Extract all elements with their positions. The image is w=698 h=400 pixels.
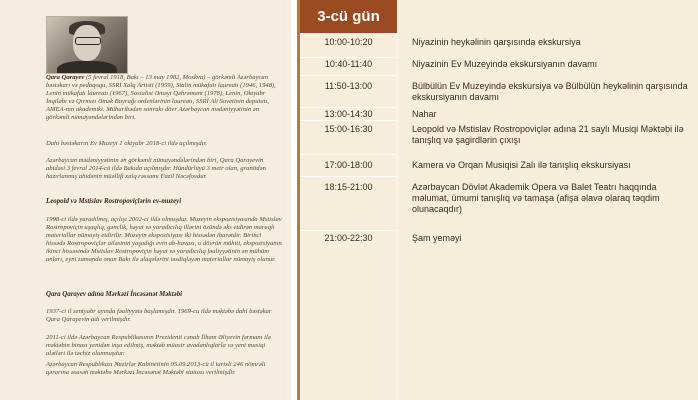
schedule-desc-2: Niyazinin Ev Muzeyində ekskursiyanın davamı — [412, 59, 598, 69]
center-paragraph-3: Azərbaycan Respublikası Nazirlər Kabinetinin 05.09.2013-cü il tarixli 246 nömrəli qərarına əsasən məktəbə Mərkəzi İncəsənət Məktəbi statusu verilmişdir. — [46, 361, 266, 376]
row-separator — [300, 176, 397, 177]
schedule-time-3: 11:50-13:00 — [324, 81, 373, 91]
schedule-time-2: 10:40-11:40 — [324, 59, 373, 69]
schedule-time-4: 13:00-14:30 — [324, 109, 373, 119]
center-paragraph-2: 2011-ci ildə Azərbaycan Respublikasının Prezidenti cənab İlham Əliyevin fərmanı ilə məktəbin binası yenidən inşa edilmiş, məktəb müasir avadanlıqlarla və yeni musiqi alətləri ilə təchiz olunmuşdur. — [46, 334, 271, 357]
schedule-time-7: 18:15-21:00 — [324, 182, 373, 192]
day-header: 3-cü gün — [300, 0, 397, 33]
schedule-desc-4: Nahar — [412, 109, 437, 119]
center-heading: Qara Qarayev adına Mərkəzi İncəsənət Məktəbi — [46, 291, 183, 298]
row-separator — [300, 107, 397, 108]
bio-museum-note: Dahi bəstəkarın Ev Muzeyi 1 oktyabr 2018-ci ildə açılmışdır. — [46, 140, 207, 147]
schedule-desc-6: Kamera və Orqan Musiqisi Zalı ilə tanışlıq ekskursiyası — [412, 160, 631, 170]
row-separator — [300, 230, 397, 231]
bio-paragraph — [46, 74, 282, 122]
schedule-time-1: 10:00-10:20 — [324, 37, 373, 47]
portrait-photo — [46, 16, 128, 74]
rostropovich-heading: Leopold və Mstislav Rostropoviçlərin ev-muzeyi — [46, 198, 182, 205]
schedule-time-8: 21:00-22:30 — [324, 233, 373, 243]
center-paragraph-1: 1937-ci il sentyabr ayında fəaliyyətə başlamışdır. 1969-cu ildə məktəbə dahi bəstəkar Qara Qarayevin adı verilmişdir. — [46, 308, 272, 323]
schedule-desc-8: Şam yeməyi — [412, 233, 462, 243]
row-separator — [300, 75, 397, 76]
schedule-desc-7: Azərbaycan Dövlət Akademik Opera və Balet Teatrı haqqında məlumat, ümumi tanışlıq və tamaşa (afişa əlavə olaraq təqdim olunacaqdır) — [412, 182, 660, 214]
rostropovich-text: 1998-ci ildə yaradılmış, açılışı 2002-ci ildə olmuşdur. Muzeyin ekspozisiyasında Mstislav Rostropoviçin uşaqlıq, gənclik, həyat və yaradıcılıq illərini özündə əks etdirən maraqlı materiallar nümayiş etdirilir. Muzeyin ekspozisiyası iki hissədən ibarətdir. Birinci hissədə Rostropoviçlər ailəsinin yaşadığı evin ab-havası, o dövrün mühiti, ekspozisiyanın ikinci hissəsində Mstislav Rostropoviçin həyat və yaradıcılıq fəaliyyətinin ən mühüm anları, eyni zamanda onun Bakı ilə əlaqələrini təsdiqləyən materiallar nümayiş olunur. — [46, 216, 282, 263]
row-separator — [300, 120, 397, 121]
row-separator — [300, 57, 397, 58]
schedule-desc-3: Bülbülün Ev Muzeyində ekskursiya və Bülbülün heykəlinin qarşısında ekskursiyanın davamı — [412, 81, 688, 102]
bio-text: (5 fevral 1918, Bakı – 13 may 1982, Moskva) – görkəmli Azərbaycan bəstəkarı və pedaqoqu, SSRİ Xalq Artisti (1959), Stalin mükafatı laureatı (1946, 1948), Lenin mükafatı laureatı (1967), Sosialist Əməyi Qəhrəmanı (1978), Lenin, Oktyabr İnqilabı və Qırmızı Əmək Bayrağı ordenlərinin laureatı, SSRİ Ali Sovetinin deputatı, AMEA-nın akademiki. Müharibədən sonrakı dövr Azərbaycan mədəniyyətinin ən görkəmli nümayəndələrindən biri. — [46, 74, 276, 121]
schedule-desc-5: Leopold və Mstislav Rostropoviçlər adına 21 saylı Musiqi Məktəbi ilə tanışlıq və şagirdlərin çıxışı — [412, 124, 684, 145]
row-separator — [300, 154, 397, 155]
schedule-column-divider — [397, 33, 398, 400]
schedule-desc-1: Niyazinin heykəlinin qarşısında ekskursiya — [412, 37, 581, 47]
bio-monument-note: Azərbaycan mədəniyyətinin ən görkəmli nümayəndələrindən biri, Qara Qarayevin abidəsi 3 fevral 2014-cü ildə Bakıda açılmışdır. Hündürlüyü 3 metr olan, granitdən hazırlanmış abidənin müəllifi xalq rəssamı Fazil Nəcəfovdur. — [46, 157, 266, 180]
bio-name: Qara Qarayev — [46, 74, 85, 81]
portrait-glasses — [75, 37, 101, 45]
portrait-body — [57, 61, 117, 74]
schedule-time-6: 17:00-18:00 — [324, 160, 373, 170]
schedule-time-5: 15:00-16:30 — [324, 124, 373, 134]
